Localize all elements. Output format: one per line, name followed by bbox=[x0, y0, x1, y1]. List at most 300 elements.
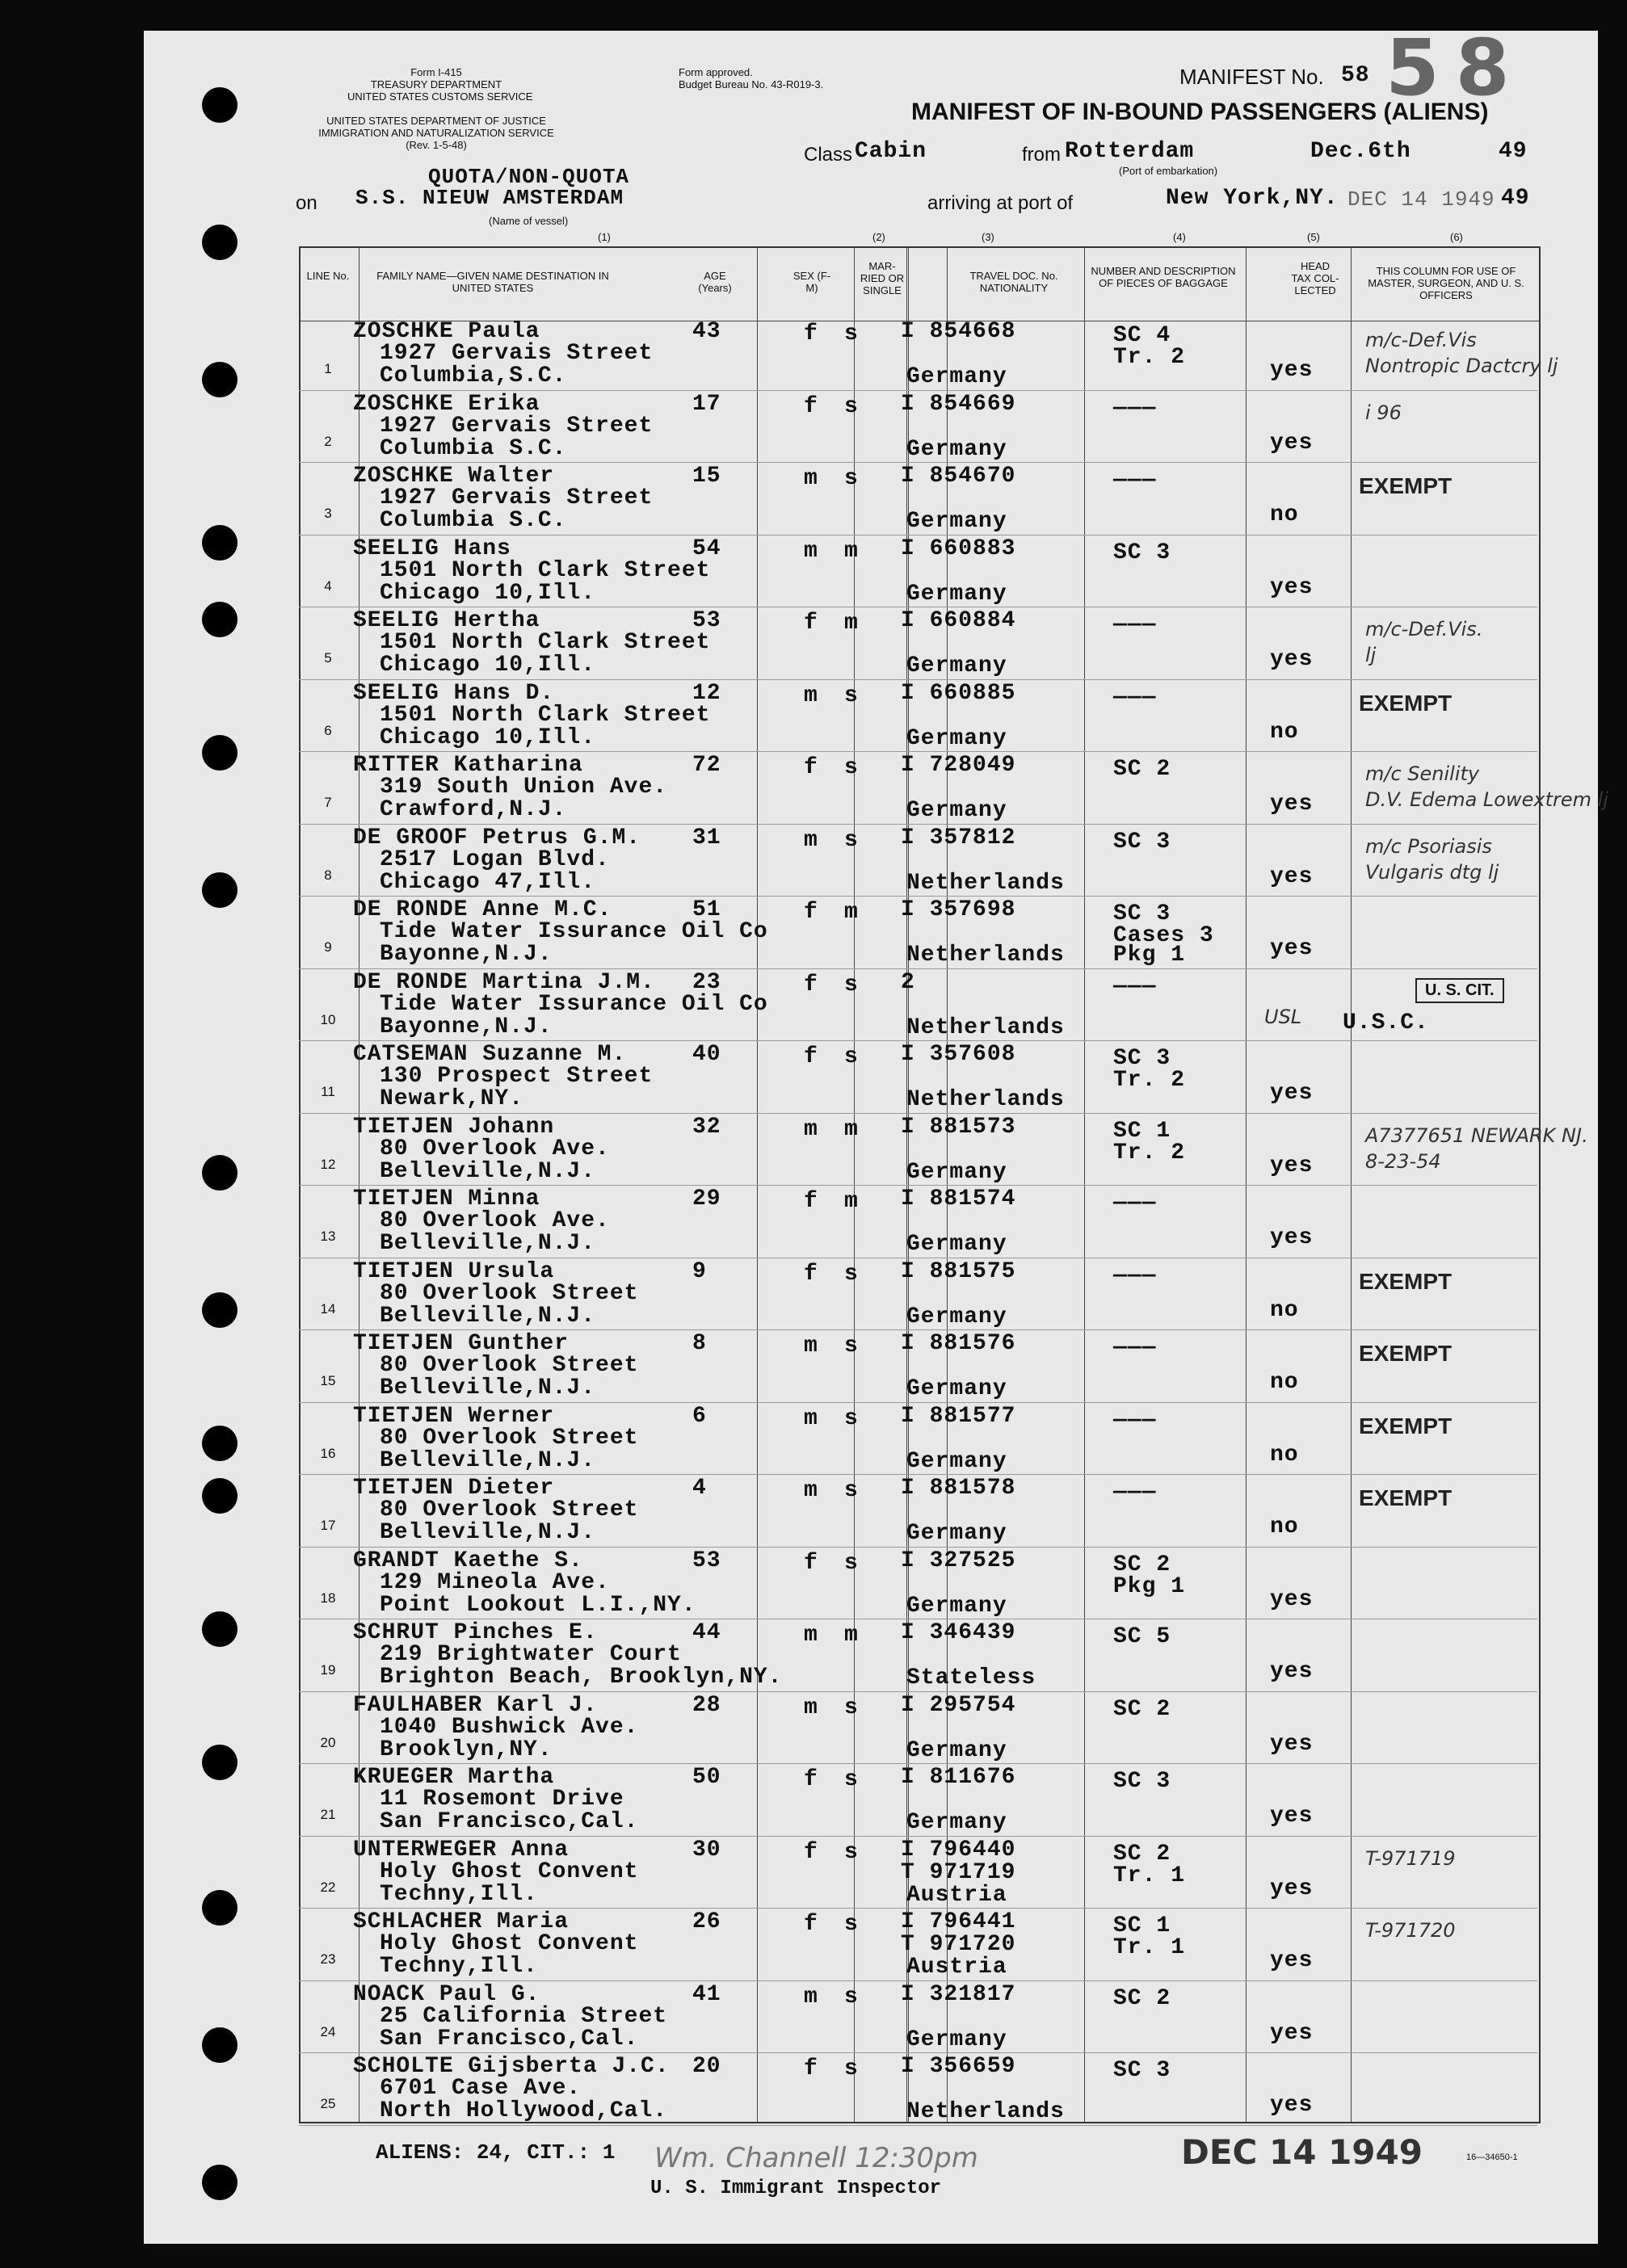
binder-hole bbox=[202, 362, 238, 397]
line-number: 25 bbox=[320, 2096, 336, 2111]
address-street: 1927 Gervais Street bbox=[380, 341, 654, 366]
address-city: Chicago 10,Ill. bbox=[380, 653, 596, 678]
officer-note: m/c Senility bbox=[1365, 762, 1480, 785]
passenger-name: TIETJEN Ursula bbox=[353, 1258, 555, 1284]
nationality: Germany bbox=[906, 1810, 1007, 1835]
line-number: 17 bbox=[320, 1518, 336, 1533]
officer-note: m/c-Def.Vis bbox=[1365, 329, 1477, 351]
address-street: 6701 Case Ave. bbox=[380, 2076, 582, 2101]
marital-status: s bbox=[844, 2056, 859, 2081]
manifest-big-number: 58 bbox=[1385, 23, 1526, 113]
line-number: 6 bbox=[324, 722, 332, 738]
nationality: Germany bbox=[906, 1521, 1007, 1546]
line-number: 12 bbox=[320, 1156, 336, 1172]
officer-note: m/c-Def.Vis. bbox=[1365, 618, 1483, 640]
address-street: 25 California Street bbox=[380, 2003, 668, 2029]
row-divider bbox=[299, 824, 1537, 825]
sex: f bbox=[804, 1912, 818, 1937]
nationality: Germany bbox=[906, 1448, 1007, 1474]
form-approval bbox=[679, 66, 823, 90]
budget-bureau: Budget Bureau No. 43-R019-3. bbox=[679, 78, 824, 90]
age: 54 bbox=[692, 536, 721, 561]
age: 41 bbox=[692, 1981, 721, 2007]
embarkation-note: (Port of embarkation) bbox=[1119, 165, 1218, 177]
passenger-name: ZOSCHKE Erika bbox=[353, 391, 540, 417]
baggage-line-1: SC 3 bbox=[1113, 1046, 1171, 1071]
age: 9 bbox=[692, 1258, 707, 1284]
officer-note: EXEMPT bbox=[1359, 1341, 1453, 1366]
binder-hole bbox=[202, 1611, 238, 1647]
col-travel-doc: TRAVEL DOC. No. NATIONALITY bbox=[969, 270, 1058, 294]
nationality: Austria bbox=[906, 1882, 1007, 1908]
nationality: Germany bbox=[906, 1304, 1007, 1329]
form-approved: Form approved. bbox=[679, 66, 753, 78]
nationality: Germany bbox=[906, 1737, 1007, 1763]
age: 72 bbox=[692, 753, 721, 778]
embarkation-port: Rotterdam bbox=[1065, 139, 1195, 164]
line-number: 8 bbox=[324, 867, 332, 883]
address-city: Techny,Ill. bbox=[380, 1881, 538, 1907]
head-tax: yes bbox=[1270, 1948, 1314, 1973]
doj-label: UNITED STATES DEPARTMENT OF JUSTICE bbox=[326, 115, 546, 127]
head-tax: yes bbox=[1270, 1731, 1314, 1757]
row-divider bbox=[299, 751, 1537, 752]
baggage-line-1: SC 3 bbox=[1113, 1769, 1171, 1794]
passenger-name: SCHLACHER Maria bbox=[353, 1909, 570, 1934]
row-divider bbox=[299, 1474, 1537, 1475]
age: 30 bbox=[692, 1837, 721, 1863]
address-city: Belleville,N.J. bbox=[380, 1158, 596, 1184]
age: 29 bbox=[692, 1186, 721, 1212]
travel-doc-number: I 321817 bbox=[901, 1981, 1016, 2007]
line-number: 20 bbox=[320, 1734, 336, 1750]
on-label: on bbox=[296, 192, 317, 214]
baggage-line-1: SC 5 bbox=[1113, 1624, 1171, 1649]
row-divider bbox=[299, 2125, 1537, 2126]
passenger-name: CATSEMAN Suzanne M. bbox=[353, 1042, 627, 1067]
head-tax: U.S.C. bbox=[1343, 1010, 1429, 1035]
officer-note: T-971720 bbox=[1365, 1919, 1456, 1942]
binder-hole bbox=[202, 2165, 238, 2200]
column-number: (2) bbox=[872, 231, 885, 243]
sex: f bbox=[804, 321, 818, 346]
col-baggage: NUMBER AND DESCRIPTION OF PIECES OF BAGGAGE bbox=[1091, 265, 1236, 289]
head-tax: no bbox=[1270, 719, 1299, 745]
baggage-line-1: SC 1 bbox=[1113, 1118, 1171, 1144]
travel-doc-number: I 854670 bbox=[901, 464, 1016, 489]
ins-label: IMMIGRATION AND NATURALIZATION SERVICE bbox=[318, 127, 554, 139]
nationality: Germany bbox=[906, 1159, 1007, 1185]
travel-doc-number: I 728049 bbox=[901, 753, 1016, 778]
travel-doc-number: I 346439 bbox=[901, 1620, 1016, 1645]
binder-hole bbox=[202, 1478, 238, 1514]
column-number: (1) bbox=[598, 231, 611, 243]
address-street: 219 Brightwater Court bbox=[380, 1642, 682, 1667]
column-number: (5) bbox=[1307, 231, 1320, 243]
address-city: Newark,NY. bbox=[380, 1086, 524, 1111]
nationality: Germany bbox=[906, 581, 1007, 607]
address-city: Crawford,N.J. bbox=[380, 797, 567, 822]
sex: m bbox=[804, 1116, 818, 1142]
age: 6 bbox=[692, 1403, 707, 1429]
travel-doc-number: I 854669 bbox=[901, 391, 1016, 417]
travel-doc-number: I 357812 bbox=[901, 825, 1016, 850]
passenger-name: DE RONDE Anne M.C. bbox=[353, 897, 612, 922]
age: 8 bbox=[692, 1331, 707, 1356]
travel-doc-number: I 357608 bbox=[901, 1042, 1016, 1067]
passenger-name: SCHOLTE Gijsberta J.C. bbox=[353, 2054, 670, 2079]
address-street: 1501 North Clark Street bbox=[380, 702, 711, 728]
row-divider bbox=[299, 1402, 1537, 1403]
passenger-name: NOACK Paul G. bbox=[353, 1981, 540, 2007]
marital-status: s bbox=[844, 1695, 859, 1720]
passenger-name: SEELIG Hertha bbox=[353, 608, 540, 633]
form-number: Form I-415 bbox=[410, 66, 462, 78]
marital-status: s bbox=[844, 827, 859, 853]
age: 44 bbox=[692, 1620, 721, 1645]
nationality: Germany bbox=[906, 798, 1007, 823]
address-street: 2517 Logan Blvd. bbox=[380, 846, 610, 872]
binder-hole bbox=[202, 525, 238, 561]
travel-doc-number: I 356659 bbox=[901, 2054, 1016, 2079]
baggage-line-1: ——— bbox=[1113, 1480, 1157, 1505]
address-street: 1927 Gervais Street bbox=[380, 413, 654, 439]
officer-note: EXEMPT bbox=[1359, 1268, 1453, 1294]
line-number: 7 bbox=[324, 795, 332, 810]
baggage-line-2: Tr. 2 bbox=[1113, 1140, 1186, 1166]
travel-doc-number: I 295754 bbox=[901, 1692, 1016, 1718]
marital-status: s bbox=[844, 682, 859, 708]
travel-doc-number: I 881578 bbox=[901, 1476, 1016, 1501]
sex: m bbox=[804, 827, 818, 853]
address-street: 1501 North Clark Street bbox=[380, 557, 711, 583]
line-number: 1 bbox=[324, 361, 332, 376]
nationality: Germany bbox=[906, 653, 1007, 678]
head-tax: yes bbox=[1270, 1225, 1314, 1250]
binder-hole bbox=[202, 1745, 238, 1780]
sex: f bbox=[804, 393, 818, 419]
sex: m bbox=[804, 1334, 818, 1359]
passenger-name: ZOSCHKE Paula bbox=[353, 319, 540, 344]
row-divider bbox=[299, 535, 1537, 536]
baggage-line-1: ——— bbox=[1113, 973, 1157, 999]
nationality: Netherlands bbox=[906, 2099, 1065, 2124]
nationality: Germany bbox=[906, 1232, 1007, 1257]
sex: f bbox=[804, 2056, 818, 2081]
address-street: 80 Overlook Street bbox=[380, 1425, 639, 1451]
address-street: 80 Overlook Street bbox=[380, 1280, 639, 1306]
address-city: Columbia S.C. bbox=[380, 508, 567, 533]
address-city: Bayonne,N.J. bbox=[380, 942, 553, 967]
marital-status: s bbox=[844, 1984, 859, 2010]
officer-note: i 96 bbox=[1365, 401, 1402, 424]
col-officers: THIS COLUMN FOR USE OF MASTER, SURGEON, AND U. S. OFFICERS bbox=[1368, 265, 1524, 301]
sex: m bbox=[804, 1405, 818, 1431]
address-city: Bayonne,N.J. bbox=[380, 1014, 553, 1040]
baggage-line-1: ——— bbox=[1113, 1335, 1157, 1360]
sex: m bbox=[804, 538, 818, 564]
officer-note: EXEMPT bbox=[1359, 473, 1453, 498]
address-street: Holy Ghost Convent bbox=[380, 1858, 639, 1884]
line-number: 15 bbox=[320, 1373, 336, 1388]
nationality: Stateless bbox=[906, 1665, 1036, 1690]
travel-doc-number: I 854668 bbox=[901, 319, 1016, 344]
head-tax: no bbox=[1270, 1514, 1299, 1539]
baggage-line-1: SC 2 bbox=[1113, 1985, 1171, 2011]
head-tax: yes bbox=[1270, 863, 1314, 889]
address-city: Belleville,N.J. bbox=[380, 1447, 596, 1473]
baggage-line-2: Tr. 1 bbox=[1113, 1863, 1186, 1888]
address-city: Belleville,N.J. bbox=[380, 1376, 596, 1401]
manifest-number-label: MANIFEST No. bbox=[1179, 65, 1324, 89]
baggage-line-1: ——— bbox=[1113, 684, 1157, 710]
customs-service: UNITED STATES CUSTOMS SERVICE bbox=[347, 90, 533, 103]
travel-doc-number-2: T 971720 bbox=[901, 1932, 1016, 1957]
col-line-no: LINE No. bbox=[306, 270, 350, 282]
column-number: (6) bbox=[1450, 231, 1463, 243]
line-number: 24 bbox=[320, 2023, 336, 2039]
sex: f bbox=[804, 1550, 818, 1576]
address-city: Chicago 10,Ill. bbox=[380, 724, 596, 750]
form-info bbox=[347, 66, 533, 103]
passenger-name: UNTERWEGER Anna bbox=[353, 1837, 570, 1863]
officer-note-2: 8-23-54 bbox=[1365, 1149, 1441, 1173]
binder-hole bbox=[202, 1155, 238, 1191]
from-label: from bbox=[1022, 144, 1061, 166]
passenger-name: SEELIG Hans bbox=[353, 536, 511, 561]
marital-status: s bbox=[844, 393, 859, 419]
line-number: 10 bbox=[320, 1011, 336, 1027]
passenger-name: FAULHABER Karl J. bbox=[353, 1692, 598, 1718]
class-label: Class bbox=[804, 144, 853, 166]
row-divider bbox=[299, 1547, 1537, 1548]
line-number: 3 bbox=[324, 506, 332, 521]
row-divider bbox=[299, 1908, 1537, 1909]
travel-doc-number: I 881575 bbox=[901, 1258, 1016, 1284]
age: 53 bbox=[692, 1548, 721, 1573]
head-tax: yes bbox=[1270, 647, 1314, 672]
address-street: 1927 Gervais Street bbox=[380, 485, 654, 510]
baggage-line-1: SC 2 bbox=[1113, 1841, 1171, 1867]
head-tax: yes bbox=[1270, 358, 1314, 383]
age: 40 bbox=[692, 1042, 721, 1067]
age: 32 bbox=[692, 1114, 721, 1140]
baggage-line-1: SC 2 bbox=[1113, 757, 1171, 782]
sex: m bbox=[804, 1695, 818, 1720]
passenger-name: DE RONDE Martina J.M. bbox=[353, 969, 655, 995]
baggage-line-2: Tr. 2 bbox=[1113, 345, 1186, 370]
marital-status: m bbox=[844, 611, 859, 636]
age: 12 bbox=[692, 680, 721, 706]
officer-note: EXEMPT bbox=[1359, 1413, 1453, 1438]
passenger-name: ZOSCHKE Walter bbox=[353, 464, 555, 489]
travel-doc-number: 2 bbox=[901, 969, 915, 995]
marital-status: s bbox=[844, 1912, 859, 1937]
binder-hole bbox=[202, 1292, 238, 1328]
marital-status: s bbox=[844, 466, 859, 491]
row-divider bbox=[299, 1836, 1537, 1837]
nationality: Austria bbox=[906, 1955, 1007, 1980]
officer-note-2: lj bbox=[1365, 644, 1377, 666]
age: 31 bbox=[692, 825, 721, 850]
passenger-name: TIETJEN Minna bbox=[353, 1186, 540, 1212]
officer-note: m/c Psoriasis bbox=[1365, 834, 1492, 858]
sex: f bbox=[804, 900, 818, 925]
col-head-tax: HEAD TAX COL- LECTED bbox=[1291, 260, 1339, 296]
line-number: 11 bbox=[321, 1084, 335, 1099]
marital-status: m bbox=[844, 1189, 859, 1214]
address-street: Tide Water Issurance Oil Co bbox=[380, 919, 768, 944]
officer-note: T-971719 bbox=[1365, 1846, 1456, 1870]
age: 20 bbox=[692, 2054, 721, 2079]
address-street: 1040 Bushwick Ave. bbox=[380, 1714, 639, 1740]
nationality: Netherlands bbox=[906, 1014, 1065, 1040]
line-number: 9 bbox=[324, 939, 332, 955]
baggage-line-1: SC 4 bbox=[1113, 323, 1171, 348]
arrival-port: New York,NY. bbox=[1166, 186, 1339, 211]
address-street: Tide Water Issurance Oil Co bbox=[380, 991, 768, 1017]
passenger-name: DE GROOF Petrus G.M. bbox=[353, 825, 641, 850]
row-divider bbox=[299, 1329, 1537, 1330]
address-street: 129 Mineola Ave. bbox=[380, 1569, 610, 1595]
arriving-label: arriving at port of bbox=[927, 192, 1074, 214]
passenger-name: GRANDT Kaethe S. bbox=[353, 1548, 583, 1573]
travel-doc-number: I 881576 bbox=[901, 1331, 1016, 1356]
sex: f bbox=[804, 972, 818, 998]
nationality: Germany bbox=[906, 1376, 1007, 1401]
nationality: Netherlands bbox=[906, 870, 1065, 896]
age: 51 bbox=[692, 897, 721, 922]
nationality: Germany bbox=[906, 509, 1007, 534]
travel-doc-number: I 796440 bbox=[901, 1837, 1016, 1863]
travel-doc-number: I 881573 bbox=[901, 1114, 1016, 1140]
marital-status: s bbox=[844, 1839, 859, 1865]
binder-hole bbox=[202, 87, 238, 123]
line-number: 14 bbox=[320, 1300, 336, 1317]
address-street: 319 South Union Ave. bbox=[380, 775, 668, 800]
marital-status: s bbox=[844, 972, 859, 998]
sex: f bbox=[804, 1044, 818, 1069]
sex: f bbox=[804, 611, 818, 636]
address-street: Holy Ghost Convent bbox=[380, 1931, 639, 1956]
embarkation-year: 49 bbox=[1499, 139, 1528, 164]
col-age: AGE (Years) bbox=[698, 270, 732, 294]
address-city: Chicago 47,Ill. bbox=[380, 869, 596, 895]
sex: f bbox=[804, 1767, 818, 1792]
head-tax: yes bbox=[1270, 936, 1314, 961]
marital-status: s bbox=[844, 1478, 859, 1503]
marital-status: s bbox=[844, 1767, 859, 1792]
sex: m bbox=[804, 682, 818, 708]
column-number: (3) bbox=[982, 231, 994, 243]
passenger-name: TIETJEN Gunther bbox=[353, 1331, 570, 1356]
manifest-title: MANIFEST OF IN-BOUND PASSENGERS (ALIENS) bbox=[911, 99, 1489, 125]
treasury-dept: TREASURY DEPARTMENT bbox=[370, 78, 502, 90]
binder-hole bbox=[202, 602, 238, 637]
address-city: Columbia S.C. bbox=[380, 435, 567, 461]
sex: f bbox=[804, 755, 818, 780]
embarkation-date: Dec.6th bbox=[1310, 139, 1411, 164]
col-sex: SEX (F-M) bbox=[792, 270, 831, 294]
age: 53 bbox=[692, 608, 721, 633]
address-city: Belleville,N.J. bbox=[380, 1231, 596, 1256]
binder-hole bbox=[202, 735, 238, 771]
binder-hole bbox=[202, 225, 238, 260]
sex: m bbox=[804, 1478, 818, 1503]
arrival-year: 49 bbox=[1501, 186, 1530, 211]
nationality: Netherlands bbox=[906, 1087, 1065, 1112]
inspector-title: U. S. Immigrant Inspector bbox=[650, 2178, 942, 2199]
address-street: 80 Overlook Street bbox=[380, 1497, 639, 1522]
address-street: 80 Overlook Street bbox=[380, 1353, 639, 1378]
head-tax: no bbox=[1270, 1297, 1299, 1323]
row-divider bbox=[299, 1185, 1537, 1186]
alien-totals: ALIENS: 24, CIT.: 1 bbox=[376, 2140, 616, 2165]
baggage-line-1: SC 1 bbox=[1113, 1913, 1171, 1938]
address-city: Belleville,N.J. bbox=[380, 1303, 596, 1329]
line-number: 23 bbox=[320, 1951, 336, 1967]
address-city: Brighton Beach, Brooklyn,NY. bbox=[380, 1665, 783, 1690]
travel-doc-number: I 660885 bbox=[901, 680, 1016, 706]
marital-status: s bbox=[844, 1334, 859, 1359]
nationality: Germany bbox=[906, 725, 1007, 751]
head-tax: yes bbox=[1270, 430, 1314, 456]
age: 50 bbox=[692, 1765, 721, 1790]
revision-label: (Rev. 1-5-48) bbox=[406, 139, 467, 151]
officer-note: U. S. CIT. bbox=[1415, 978, 1504, 1003]
row-divider bbox=[299, 462, 1537, 463]
nationality: Netherlands bbox=[906, 943, 1065, 968]
line-number: 21 bbox=[320, 1807, 336, 1822]
age: 26 bbox=[692, 1909, 721, 1934]
sex: m bbox=[804, 1984, 818, 2010]
line-number: 4 bbox=[324, 578, 332, 594]
marital-status: m bbox=[844, 1116, 859, 1142]
address-street: 80 Overlook Ave. bbox=[380, 1208, 610, 1233]
age: 15 bbox=[692, 464, 721, 489]
passenger-name: SCHRUT Pinches E. bbox=[353, 1620, 598, 1645]
baggage-line-1: SC 3 bbox=[1113, 829, 1171, 855]
line-number: 18 bbox=[320, 1590, 336, 1606]
marital-status: m bbox=[844, 900, 859, 925]
vessel-name: S.S. NIEUW AMSTERDAM bbox=[355, 186, 624, 210]
age: 43 bbox=[692, 319, 721, 344]
address-city: Point Lookout L.I.,NY. bbox=[380, 1592, 696, 1618]
address-city: Brooklyn,NY. bbox=[380, 1737, 553, 1762]
arrival-date-stamp: DEC 14 1949 bbox=[1347, 187, 1495, 212]
head-tax: yes bbox=[1270, 574, 1314, 600]
age: 17 bbox=[692, 391, 721, 417]
marital-status: s bbox=[844, 321, 859, 346]
address-city: Columbia,S.C. bbox=[380, 363, 567, 388]
column-number: (4) bbox=[1173, 231, 1186, 243]
marital-status: s bbox=[844, 1044, 859, 1069]
row-divider bbox=[299, 679, 1537, 680]
baggage-line-1: SC 3 bbox=[1113, 2058, 1171, 2083]
marital-status: s bbox=[844, 1405, 859, 1431]
officer-note-2: Vulgaris dtg lj bbox=[1365, 860, 1499, 884]
head-tax: yes bbox=[1270, 2020, 1314, 2046]
row-divider bbox=[299, 390, 1537, 391]
sex: m bbox=[804, 1623, 818, 1648]
travel-doc-number: I 357698 bbox=[901, 897, 1016, 922]
line-number: 22 bbox=[320, 1879, 336, 1895]
address-city: Belleville,N.J. bbox=[380, 1520, 596, 1545]
agency-info bbox=[291, 115, 582, 151]
baggage-line-1: SC 2 bbox=[1113, 1696, 1171, 1722]
line-number: 16 bbox=[320, 1445, 336, 1461]
passenger-name: SEELIG Hans D. bbox=[353, 680, 555, 706]
